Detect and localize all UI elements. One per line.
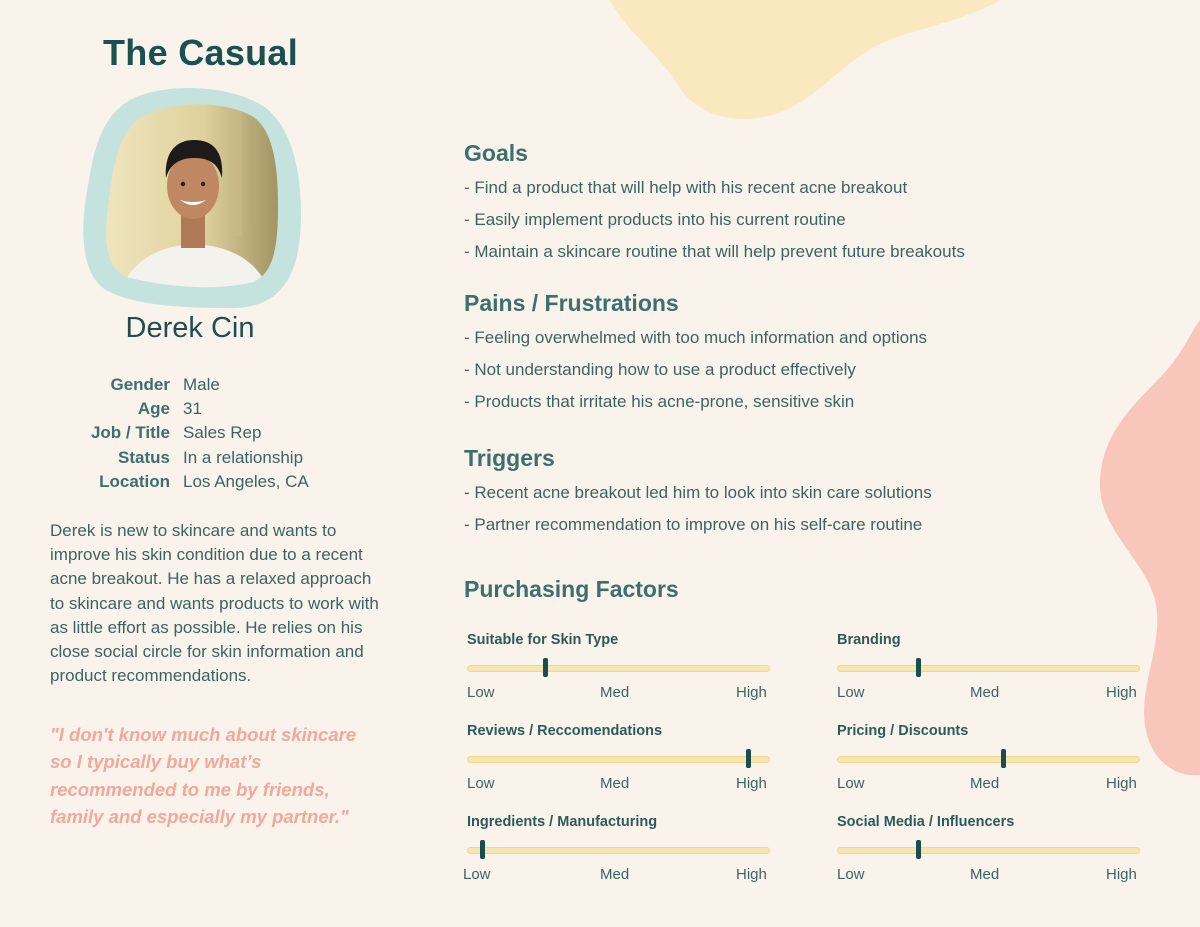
persona-title: The Casual [103, 32, 299, 73]
scale-low-label: Low [837, 866, 865, 883]
factor-branding [835, 632, 1140, 716]
scale-high-label: High [736, 775, 767, 792]
scale-high-label: High [1106, 684, 1137, 701]
detail-value: Male [183, 375, 220, 395]
factor-slider-track [467, 756, 770, 763]
scale-low-label: Low [467, 775, 495, 792]
quote-line: "I don't know much about skincare [50, 724, 357, 745]
persona-quote [50, 721, 410, 830]
pains-heading: Pains / Frustrations [464, 290, 679, 316]
scale-med-label: Med [970, 684, 1000, 701]
bio-line: to skincare and wants products to work with [50, 593, 379, 613]
detail-row-age [40, 397, 309, 421]
factor-label: Social Media / Influencers [837, 814, 1015, 830]
factor-slider-thumb [916, 840, 921, 859]
factor-slider-track [837, 847, 1140, 854]
detail-label: Age [137, 399, 170, 419]
scale-med-label: Med [600, 775, 630, 792]
bio-line: Derek is new to skincare and wants to [50, 521, 337, 540]
pain-item: - Feeling overwhelmed with too much information and options [464, 328, 928, 347]
detail-label: Gender [110, 375, 170, 395]
scale-low-label: Low [837, 775, 865, 792]
factor-label: Branding [837, 632, 901, 648]
detail-row-gender [40, 373, 309, 397]
factor-slider-thumb [543, 658, 548, 677]
factor-ingredients [465, 814, 770, 898]
factor-slider-track [467, 847, 770, 854]
factor-label: Reviews / Reccomendations [467, 723, 663, 739]
triggers-heading: Triggers [464, 445, 555, 471]
quote-line: so I typically buy what’s [50, 751, 262, 773]
factor-slider-thumb [480, 840, 485, 859]
persona-photo [82, 86, 302, 310]
bio-line: as little effort as possible. He relies on his [50, 617, 363, 637]
goal-item: - Maintain a skincare routine that will help prevent future breakouts [464, 242, 965, 261]
scale-med-label: Med [970, 866, 1000, 883]
trigger-item: - Partner recommendation to improve on his self-care routine [464, 515, 923, 534]
goals-heading: Goals [464, 140, 528, 166]
quote-line: recommended to me by friends, [50, 778, 330, 800]
factor-label: Ingredients / Manufacturing [467, 814, 658, 830]
scale-high-label: High [1106, 775, 1137, 792]
pain-item: - Products that irritate his acne-prone, sensitive skin [464, 392, 855, 411]
quote-line: family and especially my partner." [50, 805, 349, 827]
bio-line: close social circle for skin information and [50, 642, 364, 662]
scale-high-label: High [1106, 866, 1137, 883]
detail-value: In a relationship [183, 447, 304, 467]
factor-slider-track [837, 756, 1140, 763]
decorative-blob-yellow [600, 0, 1020, 130]
goal-item: - Easily implement products into his current routine [464, 210, 846, 229]
persona-name: Derek Cin [125, 312, 255, 344]
bio-line: acne breakout. He has a relaxed approach [50, 569, 372, 589]
scale-med-label: Med [600, 866, 630, 883]
factor-pricing [835, 723, 1140, 807]
factor-slider-thumb [746, 749, 751, 768]
detail-value: Los Angeles, CA [183, 471, 309, 491]
scale-low-label: Low [837, 684, 865, 701]
detail-row-status [40, 446, 309, 470]
scale-med-label: Med [970, 775, 1000, 792]
factor-label: Suitable for Skin Type [467, 632, 619, 648]
factor-slider-track [837, 665, 1140, 672]
detail-label: Job / Title [90, 423, 170, 443]
persona-details [40, 373, 309, 494]
pain-item: - Not understanding how to use a product effectively [464, 360, 856, 379]
persona-bio [50, 519, 420, 688]
detail-label: Location [99, 471, 170, 491]
scale-high-label: High [736, 684, 767, 701]
trigger-item: - Recent acne breakout led him to look into skin care solutions [464, 483, 932, 502]
detail-row-job [40, 421, 309, 445]
scale-med-label: Med [600, 684, 630, 701]
scale-low-label: Low [463, 866, 491, 883]
goal-item: - Find a product that will help with his recent acne breakout [464, 178, 908, 197]
factor-skin-type [465, 632, 770, 716]
factor-slider-thumb [1001, 749, 1006, 768]
factor-label: Pricing / Discounts [837, 723, 969, 739]
purchasing-heading: Purchasing Factors [464, 576, 679, 602]
factor-slider-thumb [916, 658, 921, 677]
factor-social-media [835, 814, 1140, 898]
detail-row-location [40, 470, 309, 494]
bio-line: product recommendations. [50, 666, 252, 686]
detail-value: Sales Rep [183, 423, 262, 443]
detail-value: 31 [183, 399, 202, 419]
factor-slider-track [467, 665, 770, 672]
detail-label: Status [118, 447, 170, 467]
factor-reviews [465, 723, 770, 807]
scale-low-label: Low [467, 684, 495, 701]
scale-high-label: High [736, 866, 767, 883]
bio-line: improve his skin condition due to a recent [50, 545, 363, 565]
avatar-photo [82, 86, 302, 310]
